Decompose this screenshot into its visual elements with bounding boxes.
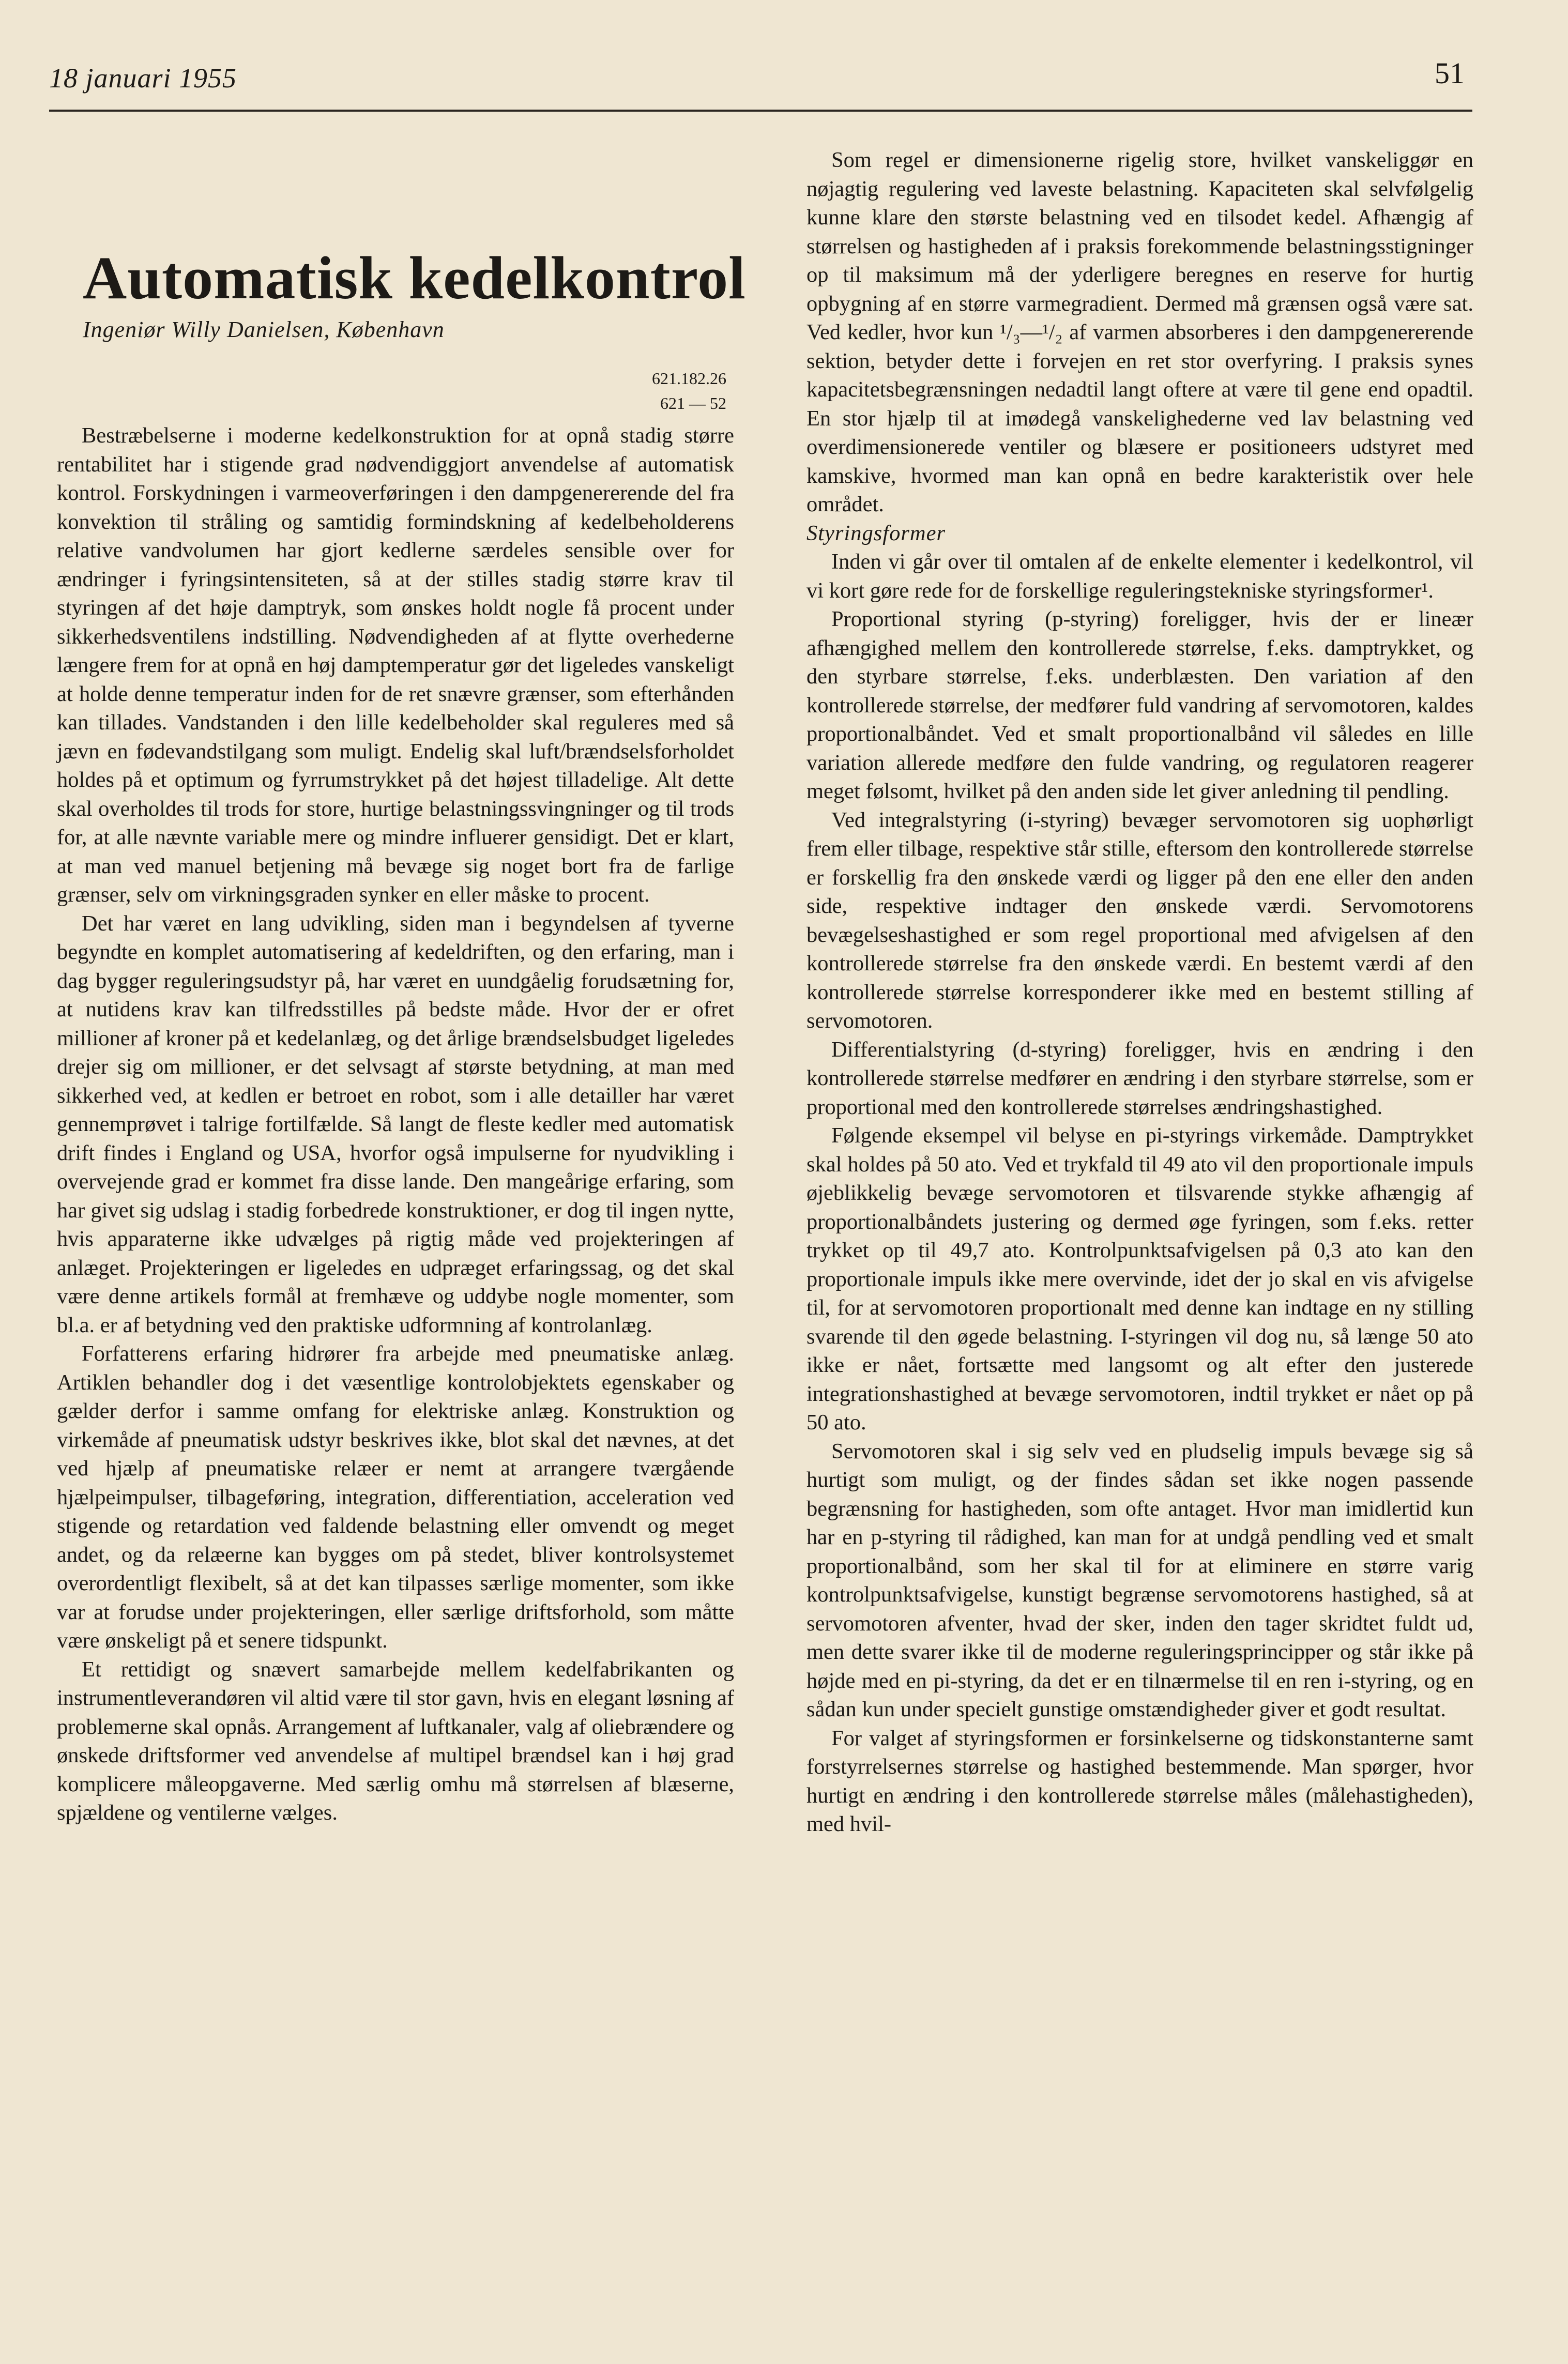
left-column <box>57 421 734 1827</box>
paragraph: Inden vi går over til omtalen af de enkelte elementer i kedelkontrol, vil vi kort gøre rede for de forskellige reguleringstekniske styringsformer¹. <box>806 550 1473 603</box>
paragraph: For valget af styringsformen er forsinkelserne og tidskonstanterne samt forstyrrelsernes størrelse og hastighed bestemmende. Man spørger, hvor hurtigt en ændring i den kontrollerede størrelse måles (målehastigheden), med hvil- <box>806 1726 1473 1836</box>
paragraph: Proportional styring (p-styring) foreligger, hvis der er lineær afhængighed mellem den kontrollerede størrelse, f.eks. damptrykket, og den styrbare størrelse, f.eks. underblæsten. Den variation af den kontrollerede størrelse, der medfører fuld vandring af servomotoren, kaldes proportionalbåndet. Ved et smalt proportionalbånd vil således en lille variation allerede medføre den fulde vandring, og regulatoren reagerer meget følsomt, hvilket på den anden side let giver anledning til pendling. <box>806 607 1473 803</box>
paragraph: Som regel er dimensionerne rigelig store, hvilket vanskeliggør en nøjagtig regulering ved laveste belastning. Kapaciteten skal selvfølgelig kunne klare den største belastning ved en tilsodet kedel. Afhængig af størrelsen og hastigheden af i praksis forekommende belastningsstigninger op til maksimum må der yderligere beregnes en reserve for hurtig opbygning af en større varmegradient. Dermed må grænsen også være sat. Ved kedler, hvor kun ¹/₃—¹/₂ af varmen absorberes i den dampgenererende sektion, betyder dette i forvejen en ret stor overfyring. I praksis synes kapacitetsbegrænsningen nedadtil langt oftere at være til gene end opadtil. En stor hjælp til at imødegå vanskelighederne ved lav belastning ved overdimensionerede ventiler og blæsere er positioneers udstyret med kamskive, hvormed man kan opnå en bedre karakteristik over hele området. <box>806 148 1473 516</box>
issue-date: 18 januari 1955 <box>49 63 237 94</box>
article-author: Ingeniør Willy Danielsen, København <box>83 317 445 342</box>
page-number: 51 <box>1435 56 1465 90</box>
paragraph: Det har været en lang udvikling, siden man i begyndelsen af tyverne begyndte en komplet automatisering af kedeldriften, og den erfaring, man i dag bygger reguleringsudstyr på, har været en uundgåelig forudsætning for, at nutidens krav kan tilfredsstilles på bedste måde. Hvor der er ofret millioner af kroner på et kedelanlæg, og det årlige brændselsbudget ligeledes drejer sig om millioner, er det selvsagt af største betydning, at man med sikkerhed ved, at kedlen er betroet en robot, som i alle detailler har været gennemprøvet i talrige fortilfælde. Så langt de fleste kedler med automatisk drift findes i England og USA, hvorfor også impulserne for nyudvikling i overvejende grad er kommet fra disse lande. Den mangeårige erfaring, som har givet sig udslag i stadig forbedrede konstruktioner, er dog til ingen nytte, hvis apparaterne ikke udvælges på rigtig måde ved projekteringen af anlæget. Projekteringen er ligeledes en udpræget erfaringssag, og det skal være denne artikels formål at fremhæve og uddybe nogle momenter, som bl.a. er af betydning ved den praktiske udformning af kontrolanlæg. <box>57 911 734 1337</box>
right-column <box>806 146 1473 1839</box>
article-title: Automatisk kedelkontrol <box>83 244 746 312</box>
paragraph: Differentialstyring (d-styring) foreligger, hvis en ændring i den kontrollerede størrelse medfører en ændring i den styrbare størrelse, som er proportional med den kontrollerede størrelses ændringshastighed. <box>806 1037 1473 1119</box>
paragraph: Bestræbelserne i moderne kedelkonstruktion for at opnå stadig større rentabilitet har i stigende grad nødvendiggjort anvendelse af automatisk kontrol. Forskydningen i varmeoverføringen i den dampgenererende del fra konvektion til stråling og samtidig formindskning af kedelbeholderens relative vandvolumen har gjort kedlerne særdeles sensible over for ændringer i fyringsintensiteten, så at der stilles stadig større krav til styringen af det høje damptryk, som ønskes holdt nogle få procent under sikkerhedsventilens indstilling. Nødvendigheden af at flytte overhederne længere frem for at opnå en høj damptemperatur gør det ligeledes vanskeligt at holde denne temperatur inden for de ret snævre grænser, som efterhånden kan tillades. Vandstanden i den lille kedelbeholder skal reguleres med så jævn en fødevandstilgang som muligt. Endelig skal luft/brændselsforholdet holdes på et optimum og fyrrumstrykket på det højest tilladelige. Alt dette skal overholdes til trods for store, hurtige belastningssvingninger og til trods for, at alle nævnte variable mere og mindre influerer gensidigt. Det er klart, at man ved manuel betjening må bevæge sig noget bort fra de farlige grænser, selv om virkningsgraden synker en eller måske to procent. <box>57 423 734 907</box>
paragraph: Følgende eksempel vil belyse en pi-styrings virkemåde. Damptrykket skal holdes på 50 ato. Ved et trykfald til 49 ato vil den proportionale impuls øjeblikkelig bevæge servomotoren et tilsvarende stykke afhængig af proportionalbåndets justering og dermed øge fyringen, som f.eks. retter trykket op til 49,7 ato. Kontrolpunktsafvigelsen på 0,3 ato kan den proportionale impuls ikke mere overvinde, idet der jo skal en vis afvigelse til, for at servomotoren proportionalt med denne kan indtage en ny stilling svarende til den øgede belastning. I-styringen vil dog nu, så længe 50 ato ikke er nået, fortsætte med langsomt og alt efter den justerede integrationshastighed at bevæge servomotoren, indtil trykket er nået op på 50 ato. <box>806 1123 1473 1435</box>
udc-code-1: 621.182.26 <box>652 369 726 388</box>
paragraph: Forfatterens erfaring hidrører fra arbejde med pneumatiske anlæg. Artiklen behandler dog i det væsentlige kontrolobjektets egenskaber og gælder derfor i samme omfang for elektriske anlæg. Konstruktion og virkemåde af pneumatisk udstyr beskrives ikke, blot skal det nævnes, at det ved hjælp af pneumatiske relæer er nemt at arrangere tværgående hjælpeimpulser, tilbageføring, integration, differentiation, acceleration ved stigende og retardation ved faldende belastning eller omvendt og meget andet, og da relæerne kan bygges om på stedet, bliver kontrolsystemet overordentligt flexibelt, så at det kan tilpasses særlige momenter, som ikke var at forudse under projekteringen, eller særlige driftsforhold, som måtte være ønskeligt på et senere tidspunkt. <box>57 1341 734 1653</box>
paragraph: Servomotoren skal i sig selv ved en pludselig impuls bevæge sig så hurtigt som muligt, og der findes sådan set ikke nogen passende begrænsning for hastigheden, som ofte antaget. Hvor man imidlertid kun har en p-styring til rådighed, kan man for at undgå pendling ved et smalt proportionalbånd, som her skal til for at eliminere en større varig kontrolpunktsafvigelse, kunstigt begrænse servomotorens hastighed, så at servomotoren afventer, hvad der sker, inden den tager skridtet fuldt ud, men dette svarer ikke til de moderne reguleringsprincipper og står ikke på højde med en pi-styring, da det er en tilnærmelse til en ren i-styring, og en sådan kun under specielt gunstige omstændigheder giver et godt resultat. <box>806 1439 1473 1721</box>
udc-code-2: 621 — 52 <box>660 394 726 413</box>
paragraph: Et rettidigt og snævert samarbejde mellem kedelfabrikanten og instrumentleverandøren vil altid være til stor gavn, hvis en elegant løsning af problemerne skal opnås. Arrangement af luftkanaler, valg af oliebrændere og ønskede driftsformer ved anvendelse af multipel brændsel kan i høj grad komplicere måleopgaverne. Med særlig omhu må størrelsen af blæserne, spjældene og ventilerne vælges. <box>57 1657 734 1825</box>
header-rule <box>49 110 1472 112</box>
paragraph: Ved integralstyring (i-styring) bevæger servomotoren sig uophørligt frem eller tilbage, respektive står stille, eftersom den kontrollerede størrelse er forskellig fra den ønskede værdi og ligger på den ene eller den anden side, respektive indtager den ønskede værdi. Servomotorens bevægelseshastighed er som regel proportional med afvigelsen af den kontrollerede størrelse fra den ønskede værdi. En bestemt værdi af den kontrollerede størrelse korresponderer ikke med en bestemt stilling af servomotoren. <box>806 807 1473 1033</box>
section-heading: Styringsformer <box>806 521 946 545</box>
